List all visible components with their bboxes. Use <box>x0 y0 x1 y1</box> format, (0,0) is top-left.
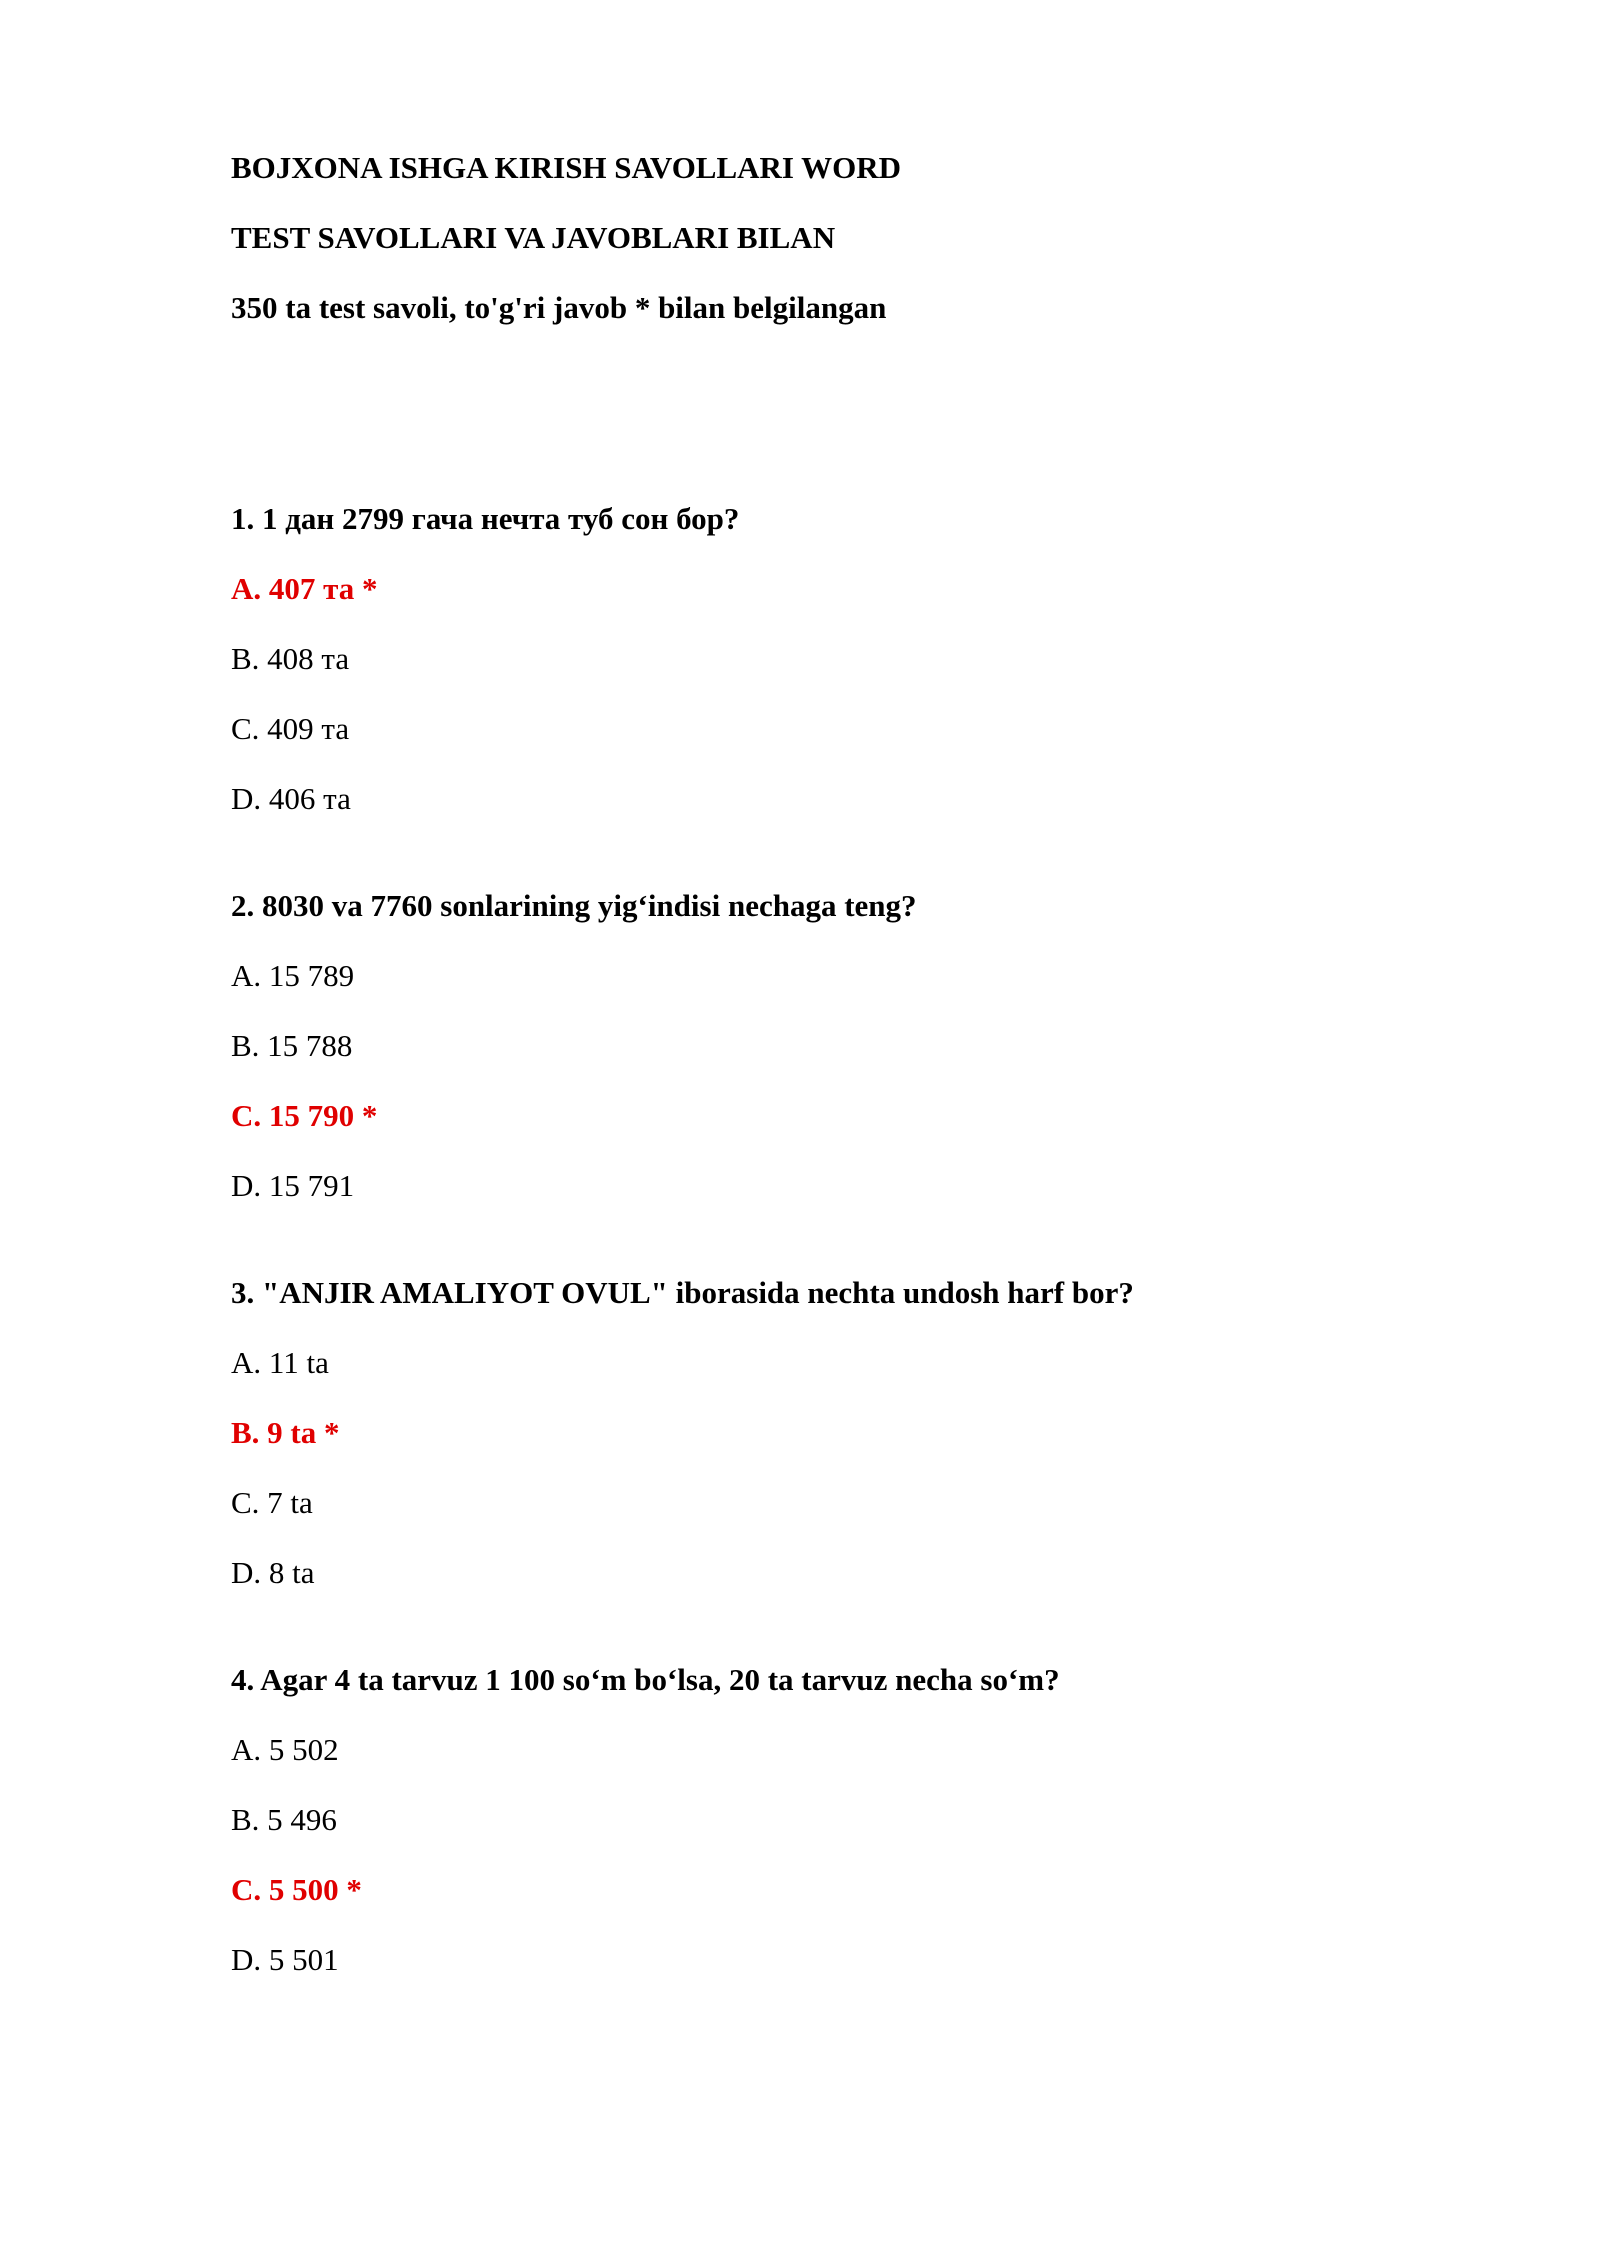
answer-option: C. 409 та <box>231 711 350 746</box>
question-block <box>231 1662 1134 1978</box>
answer-option: A. 5 502 <box>231 1732 339 1767</box>
answer-option: B. 5 496 <box>231 1802 337 1837</box>
document-subtitle: TEST SAVOLLARI VA JAVOBLARI BILAN <box>231 220 836 255</box>
answer-option: D. 406 та <box>231 781 351 816</box>
document-title: BOJXONA ISHGA KIRISH SAVOLLARI WORD <box>231 150 902 185</box>
correct-answer-option: B. 9 ta * <box>231 1415 340 1450</box>
answer-option: A. 11 ta <box>231 1345 329 1380</box>
answer-option: A. 15 789 <box>231 958 355 993</box>
answer-option: C. 7 ta <box>231 1485 313 1520</box>
answer-option: D. 15 791 <box>231 1168 355 1203</box>
document-header <box>231 150 901 326</box>
question-block <box>231 1275 1134 1591</box>
correct-answer-option: A. 407 та * <box>231 571 378 606</box>
answer-option: D. 8 ta <box>231 1555 315 1590</box>
question-block <box>231 888 1134 1204</box>
question-text: 1. 1 дан 2799 гача нечта туб сон бор? <box>231 501 740 536</box>
answer-option: B. 408 та <box>231 641 350 676</box>
correct-answer-option: C. 15 790 * <box>231 1098 378 1133</box>
question-block <box>231 501 1134 817</box>
document-note: 350 ta test savoli, to'g'ri javob * bilan belgilangan <box>231 290 887 325</box>
question-text: 4. Agar 4 ta tarvuz 1 100 so‘m bo‘lsa, 20 ta tarvuz necha so‘m? <box>231 1662 1060 1697</box>
question-text: 3. "ANJIR AMALIYOT OVUL" iborasida nechta undosh harf bor? <box>231 1275 1134 1310</box>
correct-answer-option: C. 5 500 * <box>231 1872 362 1907</box>
question-list <box>231 501 1134 2049</box>
question-text: 2. 8030 va 7760 sonlarining yig‘indisi nechaga teng? <box>231 888 917 923</box>
answer-option: B. 15 788 <box>231 1028 353 1063</box>
answer-option: D. 5 501 <box>231 1942 339 1977</box>
